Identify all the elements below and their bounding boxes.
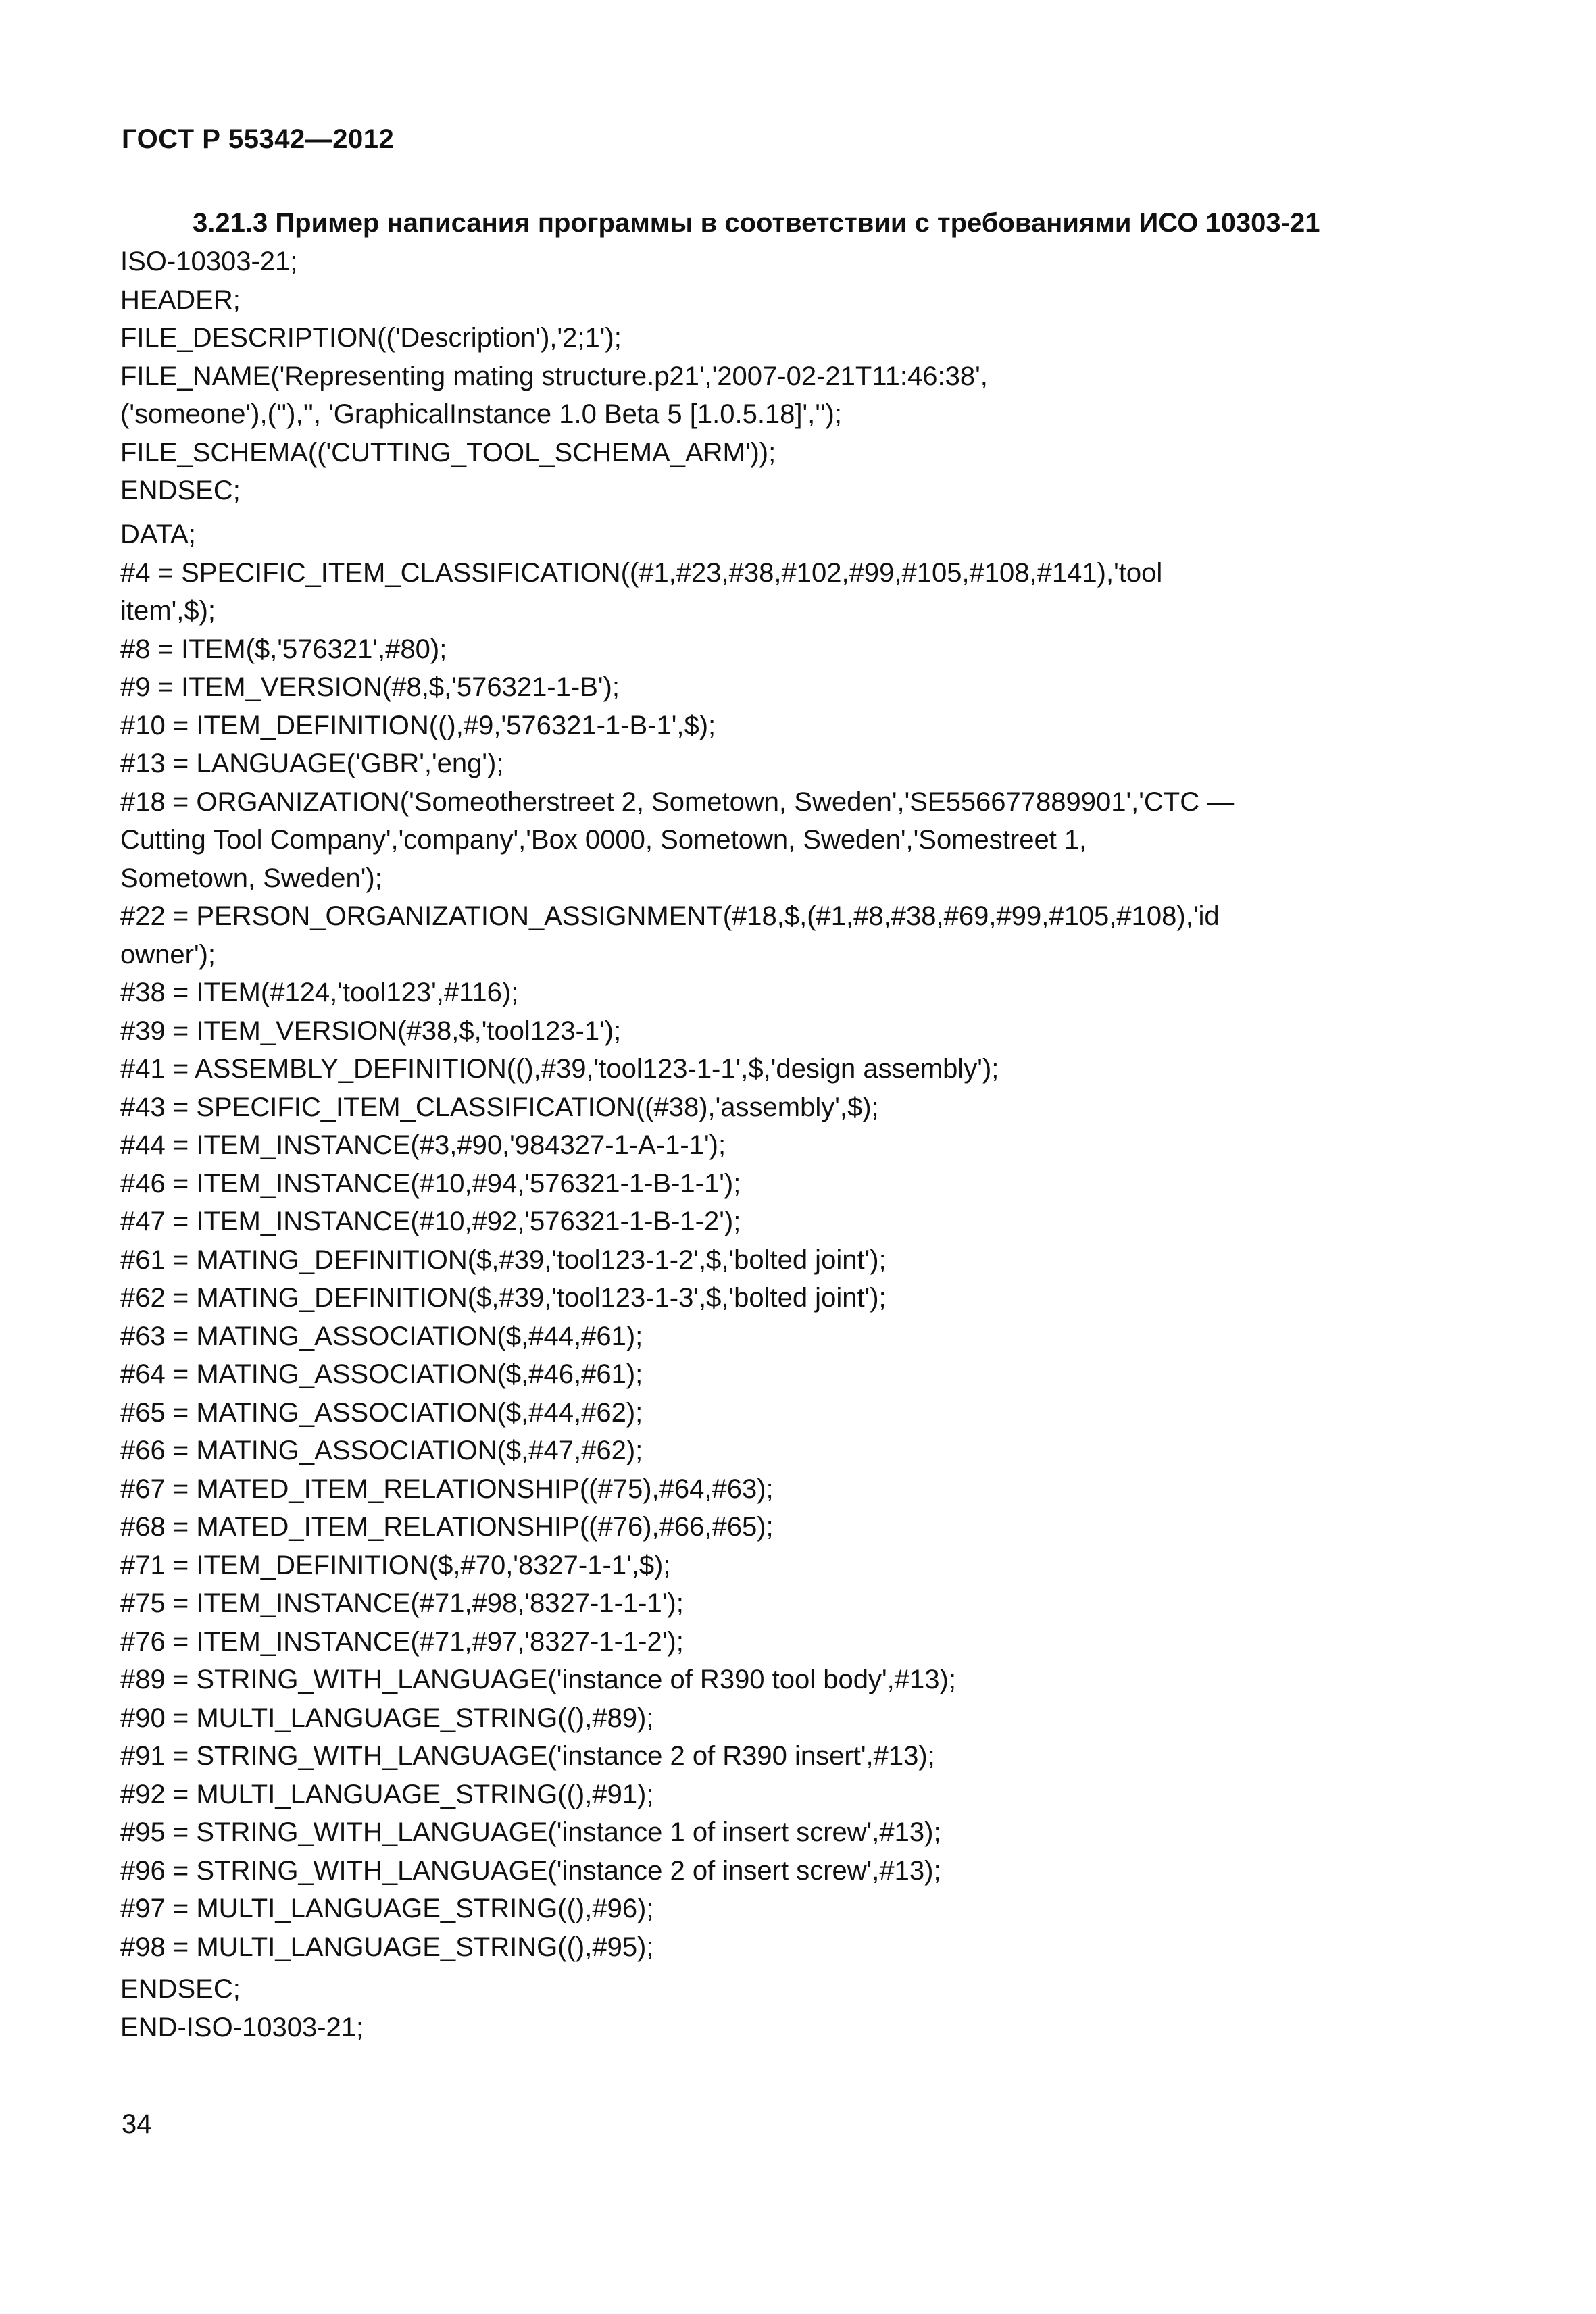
code-line: ('someone'),(''),'', 'GraphicalInstance 1.0 Beta 5 [1.0.5.18]',''); bbox=[120, 399, 842, 429]
code-line: #65 = MATING_ASSOCIATION($,#44,#62); bbox=[120, 1397, 643, 1428]
code-data-block bbox=[120, 515, 1472, 1966]
code-line: DATA; bbox=[120, 520, 196, 549]
code-line: #38 = ITEM(#124,'tool123',#116); bbox=[120, 978, 519, 1007]
code-line: owner'); bbox=[120, 939, 216, 970]
code-line: #96 = STRING_WITH_LANGUAGE('instance 2 of insert screw',#13); bbox=[120, 1855, 941, 1886]
code-line: item',$); bbox=[120, 596, 216, 626]
code-line: #13 = LANGUAGE('GBR','eng'); bbox=[120, 749, 504, 778]
code-line: #4 = SPECIFIC_ITEM_CLASSIFICATION((#1,#23,#38,#102,#99,#105,#108,#141),'tool bbox=[120, 557, 1163, 588]
code-line: ENDSEC; bbox=[120, 1974, 241, 2004]
code-line: END-ISO-10303-21; bbox=[120, 2012, 364, 2042]
code-line: #97 = MULTI_LANGUAGE_STRING((),#96); bbox=[120, 1894, 654, 1923]
code-line: ISO-10303-21; bbox=[120, 247, 298, 276]
code-line: #43 = SPECIFIC_ITEM_CLASSIFICATION((#38),'assembly',$); bbox=[120, 1092, 879, 1122]
code-line: #68 = MATED_ITEM_RELATIONSHIP((#76),#66,#65); bbox=[120, 1512, 774, 1542]
code-line: #46 = ITEM_INSTANCE(#10,#94,'576321-1-B-1-1'); bbox=[120, 1168, 741, 1199]
code-line: HEADER; bbox=[120, 284, 241, 315]
code-line: #47 = ITEM_INSTANCE(#10,#92,'576321-1-B-1-2'); bbox=[120, 1207, 741, 1236]
code-line: #76 = ITEM_INSTANCE(#71,#97,'8327-1-1-2'); bbox=[120, 1626, 684, 1657]
code-line: #66 = MATING_ASSOCIATION($,#47,#62); bbox=[120, 1436, 643, 1465]
code-line: FILE_SCHEMA(('CUTTING_TOOL_SCHEMA_ARM')); bbox=[120, 437, 776, 468]
code-line: #98 = MULTI_LANGUAGE_STRING((),#95); bbox=[120, 1932, 654, 1962]
code-header-block bbox=[120, 243, 1472, 510]
code-line: #8 = ITEM($,'576321',#80); bbox=[120, 634, 447, 664]
code-line: #22 = PERSON_ORGANIZATION_ASSIGNMENT(#18,$,(#1,#8,#38,#69,#99,#105,#108),'id bbox=[120, 901, 1220, 931]
code-line: ENDSEC; bbox=[120, 476, 241, 505]
code-line: #67 = MATED_ITEM_RELATIONSHIP((#75),#64,#63); bbox=[120, 1474, 774, 1504]
code-line: Cutting Tool Company','company','Box 0000, Sometown, Sweden','Somestreet 1, bbox=[120, 825, 1087, 855]
code-line: #64 = MATING_ASSOCIATION($,#46,#61); bbox=[120, 1359, 643, 1389]
code-line: FILE_DESCRIPTION(('Description'),'2;1'); bbox=[120, 323, 622, 353]
code-line: #92 = MULTI_LANGUAGE_STRING((),#91); bbox=[120, 1779, 654, 1809]
code-line: FILE_NAME('Representing mating structure.p21','2007-02-21T11:46:38', bbox=[120, 361, 988, 391]
code-line: #41 = ASSEMBLY_DEFINITION((),#39,'tool123-1-1',$,'design assembly'); bbox=[120, 1054, 999, 1084]
code-line: #89 = STRING_WITH_LANGUAGE('instance of R390 tool body',#13); bbox=[120, 1665, 956, 1694]
code-line: #63 = MATING_ASSOCIATION($,#44,#61); bbox=[120, 1321, 643, 1351]
page-number: 34 bbox=[122, 2109, 152, 2139]
code-line: #75 = ITEM_INSTANCE(#71,#98,'8327-1-1-1'); bbox=[120, 1588, 684, 1618]
code-line: #39 = ITEM_VERSION(#38,$,'tool123-1'); bbox=[120, 1015, 622, 1046]
code-line: #10 = ITEM_DEFINITION((),#9,'576321-1-B-1',$); bbox=[120, 710, 716, 740]
code-line: #61 = MATING_DEFINITION($,#39,'tool123-1-2',$,'bolted joint'); bbox=[120, 1244, 887, 1275]
document-standard-header: ГОСТ Р 55342—2012 bbox=[122, 124, 395, 154]
code-line: Sometown, Sweden'); bbox=[120, 863, 382, 893]
section-heading: 3.21.3 Пример написания программы в соответствии с требованиями ИСО 10303-21 bbox=[193, 208, 1320, 238]
code-line: #9 = ITEM_VERSION(#8,$,'576321-1-B'); bbox=[120, 672, 620, 702]
code-line: #18 = ORGANIZATION('Someotherstreet 2, Sometown, Sweden','SE556677889901','CTC — bbox=[120, 786, 1235, 817]
code-line: #90 = MULTI_LANGUAGE_STRING((),#89); bbox=[120, 1703, 654, 1733]
code-line: #62 = MATING_DEFINITION($,#39,'tool123-1-3',$,'bolted joint'); bbox=[120, 1283, 887, 1313]
code-footer-block bbox=[120, 1970, 1472, 2046]
code-line: #44 = ITEM_INSTANCE(#3,#90,'984327-1-A-1-1'); bbox=[120, 1130, 726, 1160]
code-line: #91 = STRING_WITH_LANGUAGE('instance 2 of R390 insert',#13); bbox=[120, 1741, 935, 1771]
code-line: #71 = ITEM_DEFINITION($,#70,'8327-1-1',$); bbox=[120, 1550, 671, 1580]
code-line: #95 = STRING_WITH_LANGUAGE('instance 1 of insert screw',#13); bbox=[120, 1817, 941, 1847]
